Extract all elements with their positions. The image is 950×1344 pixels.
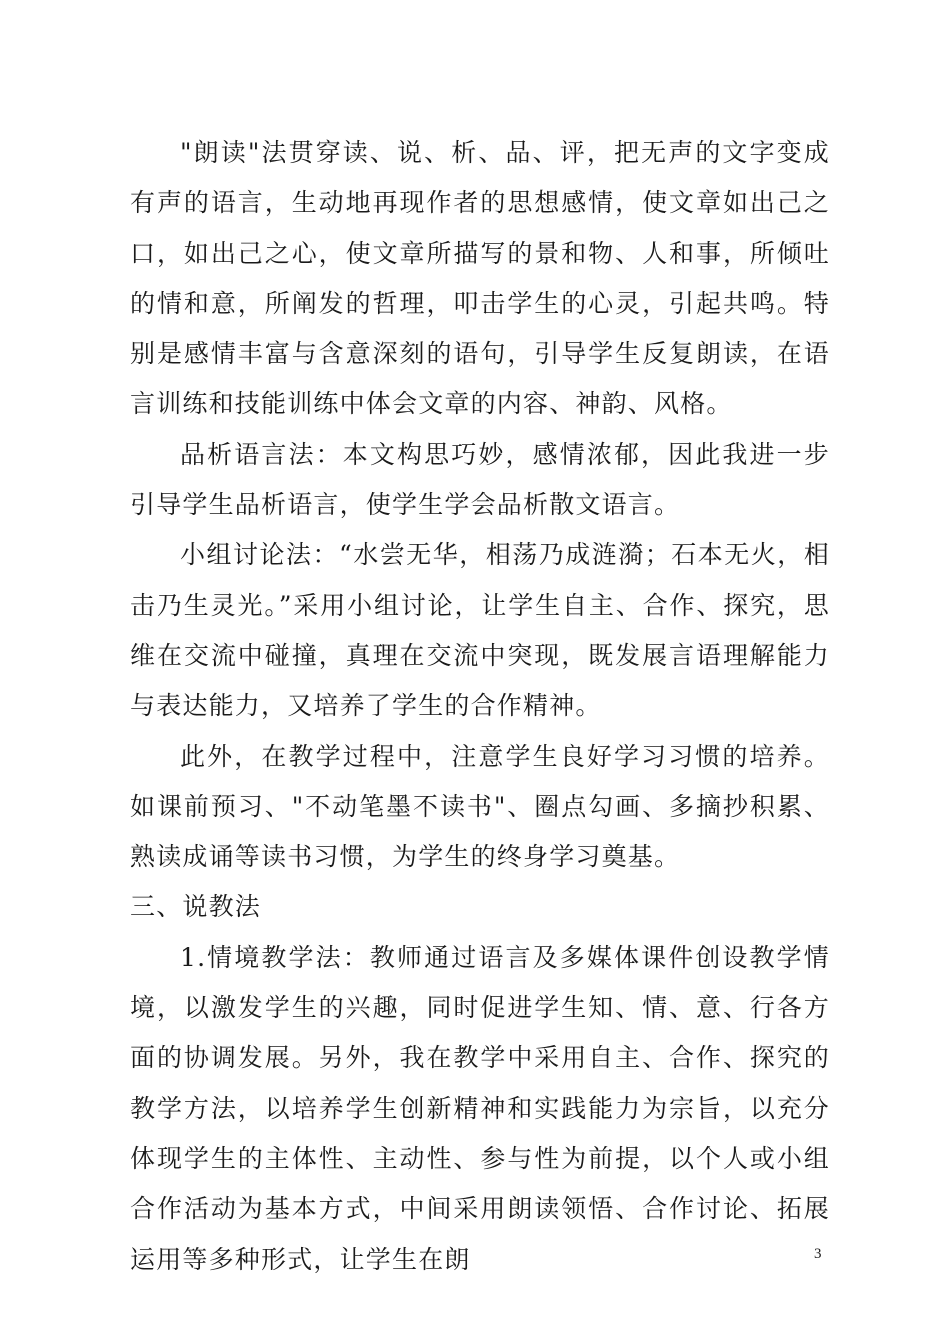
- section-heading: 三、说教法: [130, 892, 262, 922]
- page-number: 3: [814, 1246, 822, 1262]
- paragraph-situational-teaching: 1.情境教学法：教师通过语言及多媒体课件创设教学情境，以激发学生的兴趣，同时促进学生知、情、意、行各方面的协调发展。另外，我在教学中采用自主、合作、探究的教学方法，以培养学生创新精神和实践能力为宗旨，以充分体现学生的主体性、主动性、参与性为前提，以个人或小组合作活动为基本方式，中间采用朗读领悟、合作讨论、拓展运用等多种形式，让学生在朗: [130, 942, 830, 1274]
- text-body: [130, 128, 830, 1285]
- paragraph-group-discussion: 小组讨论法：“水尝无华，相荡乃成涟漪；石本无火，相击乃生灵光。”采用小组讨论，让学生自主、合作、探究，思维在交流中碰撞，真理在交流中突现，既发展言语理解能力与表达能力，又培养了学生的合作精神。: [130, 540, 830, 721]
- paragraph-study-habits: 此外，在教学过程中，注意学生良好学习习惯的培养。如课前预习、"不动笔墨不读书"、圈点勾画、多摘抄积累、熟读成诵等读书习惯，为学生的终身学习奠基。: [130, 741, 830, 872]
- paragraph-reading-method: "朗读"法贯穿读、说、析、品、评，把无声的文字变成有声的语言，生动地再现作者的思想感情，使文章如出己之口，如出己之心，使文章所描写的景和物、人和事，所倾吐的情和意，所阐发的哲理，叩击学生的心灵，引起共鸣。特别是感情丰富与含意深刻的语句，引导学生反复朗读，在语言训练和技能训练中体会文章的内容、神韵、风格。: [130, 138, 830, 419]
- paragraph-language-analysis: 品析语言法：本文构思巧妙，感情浓郁，因此我进一步引导学生品析语言，使学生学会品析散文语言。: [130, 439, 830, 520]
